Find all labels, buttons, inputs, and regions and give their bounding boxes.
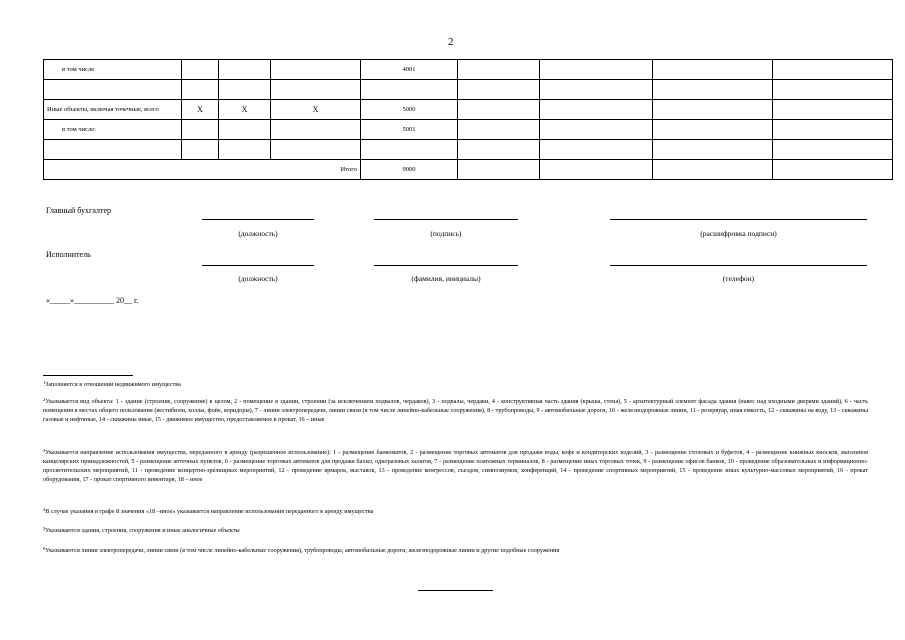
- assets-table: [43, 59, 893, 180]
- footnote-5: $^5$Указываются здания, строения, сооружения и иные аналогичные объекты: [43, 526, 240, 534]
- total-row: [44, 160, 893, 180]
- footnote-separator: [43, 375, 133, 376]
- row-label: [44, 80, 182, 100]
- date-line: «_____»__________ 20__ г.: [46, 296, 139, 305]
- chief-position-line: [202, 219, 314, 220]
- value-cell: [540, 140, 653, 160]
- value-cell: [540, 160, 653, 180]
- table-row: [44, 140, 893, 160]
- value-cell: [773, 140, 893, 160]
- row-code: 5000: [361, 100, 458, 120]
- row-label: [44, 140, 182, 160]
- chief-accountant-label: Главный бухгалтер: [46, 206, 111, 215]
- value-cell: [653, 120, 773, 140]
- value-cell: [653, 60, 773, 80]
- footnote-6: $^6$Указываются линии электропередачи, линии связи (в том числе линейно-кабельные сооружения), трубопроводы, автомобильные дороги, железнодорожные линии и другие подобные сооружения: [43, 546, 560, 554]
- value-cell: [458, 60, 540, 80]
- row-code: 4001: [361, 60, 458, 80]
- value-cell: [540, 60, 653, 80]
- footnote-1: $^1$Заполняется в отношении недвижимого имущества: [43, 380, 181, 388]
- value-cell: [653, 100, 773, 120]
- value-cell: [773, 60, 893, 80]
- executor-caption-name: (фамилия, инициалы): [411, 274, 481, 283]
- value-cell: [458, 160, 540, 180]
- footnote-4: $^4$В случае указания в графе 8 значения «18 –иное» указывается направление использования переданного в аренду имущества: [43, 507, 374, 515]
- x-mark-cell: [271, 120, 361, 140]
- table-row: [44, 80, 893, 100]
- value-cell: [773, 120, 893, 140]
- page-end-rule: [418, 590, 493, 591]
- value-cell: [458, 140, 540, 160]
- row-code: [361, 140, 458, 160]
- footnote-3: $^3$Указывается направление использования имущества, переданного в аренду (разрешенное использование): 1 - размещение банкоматов, 2 - размещение торговых автоматов для продажи воды, кофе и кондитерских изделий, 3 - размещение столовых и буфетов, 4 - размещение книжных киосков, магазинов канцелярских принадлежностей, 5 - размещение аптечных пунктов, 6 - размещение торговых автоматов для продажи бахил, одноразовых халатов, 7 - размещение платежных терминалов, 8 - размещение иных торговых точек, 9 - размещение офисов банков, 10 - проведение образовательных и информационно-просветительских мероприятий, 11 - проведение концертно-зрелищных мероприятий, 12 - проведение ярмарок, выставок, 13 - проведение конгрессов, съездов, симпозиумов, конференций, 14 - проведение спортивных мероприятий, 15 - проведение иных культурно-массовых мероприятий, 16 - прокат оборудования, 17 - прокат спортивного инвентаря, 18 – иное: [43, 448, 868, 483]
- executor-phone-line: [610, 265, 867, 266]
- row-code: 5001: [361, 120, 458, 140]
- table-row: [44, 100, 893, 120]
- x-mark-cell: Х: [271, 100, 361, 120]
- value-cell: [458, 100, 540, 120]
- table-row: [44, 120, 893, 140]
- executor-caption-position: (должность): [238, 274, 278, 283]
- x-mark-cell: [219, 120, 271, 140]
- row-code: [361, 80, 458, 100]
- x-mark-cell: [219, 140, 271, 160]
- chief-name-line: [610, 219, 867, 220]
- page-number: 2: [448, 36, 454, 48]
- value-cell: [653, 80, 773, 100]
- value-cell: [773, 100, 893, 120]
- x-mark-cell: [182, 60, 219, 80]
- table-row: [44, 60, 893, 80]
- x-mark-cell: [219, 80, 271, 100]
- x-mark-cell: [219, 60, 271, 80]
- row-label: Иные объекты, включая точечные, всего: [44, 100, 182, 120]
- row-label: в том числе:: [44, 120, 182, 140]
- value-cell: [540, 100, 653, 120]
- value-cell: [653, 140, 773, 160]
- x-mark-cell: Х: [219, 100, 271, 120]
- x-mark-cell: [182, 80, 219, 100]
- value-cell: [540, 120, 653, 140]
- value-cell: [773, 160, 893, 180]
- chief-caption-signature: (подпись): [430, 229, 462, 238]
- x-mark-cell: [271, 60, 361, 80]
- executor-position-line: [202, 265, 314, 266]
- total-code: 9000: [361, 160, 458, 180]
- value-cell: [458, 80, 540, 100]
- row-label: в том числе: [44, 60, 182, 80]
- footnote-2: $^2$Указывается вид объекта: 1 - здание (строение, сооружение) в целом, 2 - помещение в здании, строении (за исключением подвалов, чердаков), 3 - подвалы, чердаки, 4 - конструктивная часть здания (крыша, стена), 5 - архитектурный элемент фасада здания (навес над входными дверями зданий), 6 - часть помещения в местах общего пользования (вестибюли, холлы, фойе, коридоры), 7 - линии электропередачи, линии связи (в том числе линейно-кабельные сооружения), 8 - трубопроводы, 9 - автомобильные дороги, 10 - железнодорожные линии, 11 - резервуар, иная емкость, 12 - скважины на воду, 13 - скважины газовые и нефтяные, 14 - скважины иные, 15 - движимое имущество, предоставляемое в прокат, 16 – иные: [43, 397, 868, 423]
- x-mark-cell: [271, 140, 361, 160]
- x-mark-cell: [182, 120, 219, 140]
- executor-label: Исполнитель: [46, 250, 91, 259]
- value-cell: [773, 80, 893, 100]
- chief-caption-name: (расшифровка подписи): [700, 229, 777, 238]
- executor-caption-phone: (телефон): [722, 274, 755, 283]
- executor-name-line: [374, 265, 518, 266]
- total-label: Итого: [44, 160, 361, 180]
- chief-caption-position: (должность): [238, 229, 278, 238]
- x-mark-cell: Х: [182, 100, 219, 120]
- x-mark-cell: [182, 140, 219, 160]
- x-mark-cell: [271, 80, 361, 100]
- value-cell: [540, 80, 653, 100]
- value-cell: [458, 120, 540, 140]
- chief-signature-line: [374, 219, 518, 220]
- value-cell: [653, 160, 773, 180]
